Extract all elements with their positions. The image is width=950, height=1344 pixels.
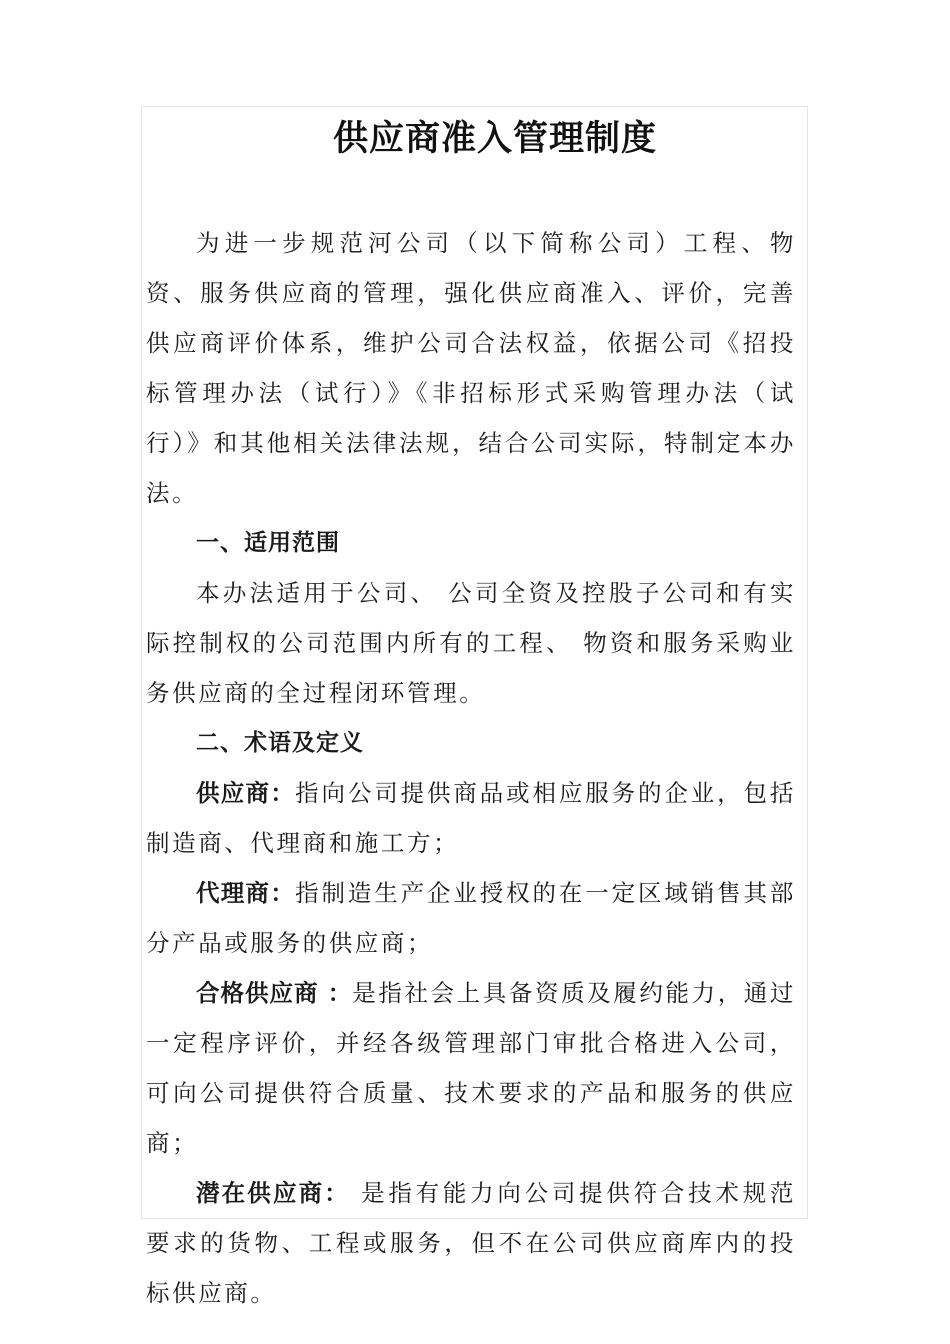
document-body — [146, 218, 796, 1318]
scope-paragraph: 本办法适用于公司、 公司全资及控股子公司和有实际控制权的公司范围内所有的工程、 物资和服务采购业务供应商的全过程闭环管理。 — [146, 579, 796, 707]
definition-term: 代理商 — [196, 879, 271, 907]
intro-paragraph: 为进一步规范河公司（以下简称公司）工程、物资、服务供应商的管理，强化供应商准入、评价，完善供应商评价体系，维护公司合法权益，依据公司《招投标管理办法（试行）》《非招标形式采购管理办法（试行）》和其他相关法律法规，结合公司实际，特制定本办法。 — [146, 229, 796, 507]
definition-separator: ： — [324, 1179, 350, 1207]
definition-text: 是指社会上具备资质及履约能力，通过一定程序评价，并经各级管理部门审批合格进入公司，可向公司提供符合质量、技术要求的产品和服务的供应商； — [146, 979, 797, 1157]
definition-supplier — [146, 768, 796, 868]
definition-text: 指向公司提供商品或相应服务的企业，包括制造商、代理商和施工方； — [146, 779, 797, 857]
definition-term: 合格供应商 — [196, 979, 319, 1007]
document-title: 供应商准入管理制度 — [332, 119, 657, 160]
definition-term: 潜在供应商 — [196, 1179, 325, 1207]
definition-qualified-supplier — [146, 968, 796, 1168]
definition-agent — [146, 868, 796, 968]
definition-text: 是指有能力向公司提供符合技术规范要求的货物、工程或服务，但不在公司供应商库内的投标供应商。 — [146, 1179, 797, 1307]
definition-term: 供应商 — [196, 779, 271, 807]
definition-separator: ： — [270, 779, 296, 807]
section-heading-scope: 一、适用范围 — [196, 530, 340, 556]
definition-potential-supplier — [146, 1168, 796, 1318]
definition-separator: ： — [318, 979, 353, 1007]
section-heading-definitions: 二、术语及定义 — [196, 730, 364, 756]
definition-separator: ： — [270, 879, 296, 907]
definition-text: 指制造生产企业授权的在一定区域销售其部分产品或服务的供应商； — [146, 879, 797, 957]
